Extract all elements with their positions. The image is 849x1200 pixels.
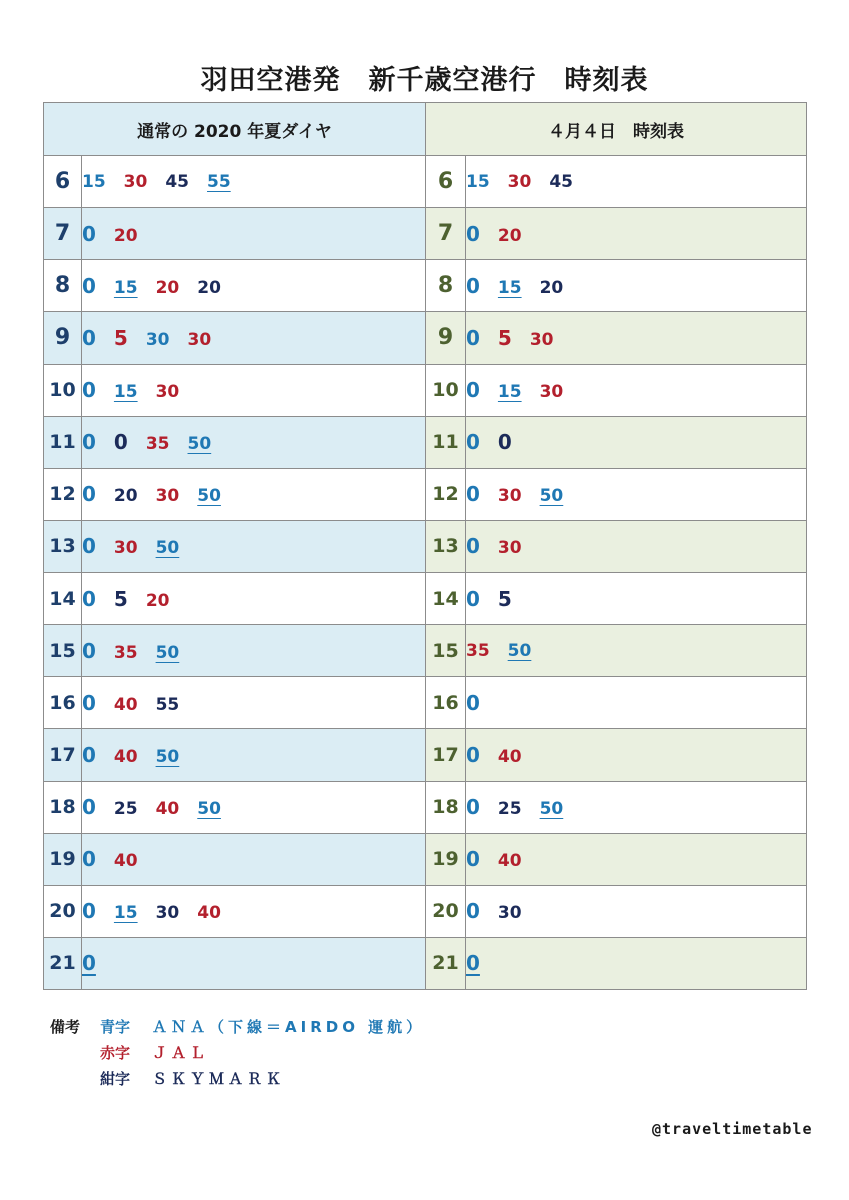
departure-minute: 20 xyxy=(197,277,221,298)
minutes-cell xyxy=(466,885,807,937)
table-row xyxy=(44,416,807,468)
minutes-cell xyxy=(82,156,426,208)
departure-minute: 20 xyxy=(113,486,138,507)
hour-cell: 10 xyxy=(426,364,466,416)
table-row xyxy=(44,260,807,312)
departure-minute: 15 xyxy=(113,277,138,298)
departure-minute: 30 xyxy=(507,171,532,192)
departure-minute: 40 xyxy=(497,746,522,767)
departure-minute: 0 xyxy=(466,586,480,611)
hour-cell: 8 xyxy=(44,260,82,312)
table-row xyxy=(44,312,807,364)
departure-minute: 0 xyxy=(466,534,480,559)
hour-cell: 19 xyxy=(426,833,466,885)
legend-row-jal xyxy=(50,1042,425,1068)
departure-minute: 20 xyxy=(155,277,180,298)
legend xyxy=(50,1016,425,1094)
hour-cell: 6 xyxy=(44,156,82,208)
credit-handle: @traveltimetable xyxy=(652,1120,813,1138)
hour-cell: 6 xyxy=(426,156,466,208)
departure-minute: 0 xyxy=(466,742,480,767)
legend-color-label: 紺字 xyxy=(100,1070,131,1088)
departure-minute: 0 xyxy=(466,795,480,820)
minutes-cell xyxy=(466,312,807,364)
departure-minute: 15 xyxy=(497,382,522,403)
header-row xyxy=(44,103,807,156)
page-title: 羽田空港発 新千歳空港行 時刻表 xyxy=(200,65,649,96)
hour-cell: 7 xyxy=(44,208,82,260)
table-row xyxy=(44,781,807,833)
departure-minute: 30 xyxy=(145,329,170,350)
departure-minute: 0 xyxy=(82,638,96,663)
table-row xyxy=(44,729,807,781)
departure-minute: 50 xyxy=(187,434,212,455)
departure-minute: 25 xyxy=(497,799,522,820)
departure-minute: 50 xyxy=(197,799,221,820)
minutes-cell xyxy=(466,677,807,729)
table-row xyxy=(44,625,807,677)
header-regular-schedule: 通常の 2020 年夏ダイヤ xyxy=(44,103,426,156)
departure-minute: 0 xyxy=(113,430,128,455)
hour-cell: 21 xyxy=(426,937,466,989)
table-row xyxy=(44,364,807,416)
minutes-cell xyxy=(82,677,426,729)
minutes-cell xyxy=(82,833,426,885)
legend-row-ana xyxy=(50,1016,425,1042)
departure-minute: 55 xyxy=(207,171,231,192)
departure-minute: 0 xyxy=(82,899,96,924)
minutes-cell xyxy=(466,156,807,208)
minutes-cell xyxy=(82,937,426,989)
legend-color-label: 赤字 xyxy=(100,1044,131,1062)
minutes-cell xyxy=(466,468,807,520)
minutes-cell xyxy=(82,260,426,312)
departure-minute: 50 xyxy=(155,746,180,767)
departure-minute: 50 xyxy=(155,538,180,559)
minutes-cell xyxy=(82,468,426,520)
departure-minute: 30 xyxy=(155,486,180,507)
legend-color-label: 青字 xyxy=(100,1018,131,1036)
hour-cell: 17 xyxy=(44,729,82,781)
hour-cell: 7 xyxy=(426,208,466,260)
departure-minute: 20 xyxy=(497,225,522,246)
hour-cell: 15 xyxy=(426,625,466,677)
departure-minute: 15 xyxy=(497,277,522,298)
departure-minute: 55 xyxy=(155,694,180,715)
departure-minute: 30 xyxy=(187,329,212,350)
departure-minute: 40 xyxy=(113,694,138,715)
departure-minute: 50 xyxy=(539,486,564,507)
departure-minute: 0 xyxy=(82,430,96,455)
departure-minute: 35 xyxy=(145,434,170,455)
minutes-cell xyxy=(466,416,807,468)
hour-cell: 12 xyxy=(44,468,82,520)
table-row xyxy=(44,937,807,989)
departure-minute: 50 xyxy=(197,486,221,507)
table-row xyxy=(44,677,807,729)
departure-minute: 0 xyxy=(466,482,480,507)
minutes-cell xyxy=(82,208,426,260)
departure-minute: 5 xyxy=(113,325,128,350)
hour-cell: 13 xyxy=(44,520,82,572)
departure-minute: 30 xyxy=(529,329,554,350)
hour-cell: 14 xyxy=(426,573,466,625)
departure-minute: 30 xyxy=(497,486,522,507)
hour-cell: 13 xyxy=(426,520,466,572)
minutes-cell xyxy=(466,625,807,677)
departure-minute: 0 xyxy=(82,273,96,298)
departure-minute: 15 xyxy=(82,171,106,192)
departure-minute: 40 xyxy=(113,746,138,767)
table-row xyxy=(44,520,807,572)
departure-minute: 35 xyxy=(113,642,138,663)
departure-minute: 5 xyxy=(113,586,128,611)
minutes-cell xyxy=(466,260,807,312)
table-row xyxy=(44,468,807,520)
departure-minute: 0 xyxy=(82,221,96,246)
departure-minute: 0 xyxy=(466,899,480,924)
departure-minute: 5 xyxy=(497,325,512,350)
departure-minute: 0 xyxy=(82,795,96,820)
departure-minute: 0 xyxy=(466,325,480,350)
minutes-cell xyxy=(82,573,426,625)
table-row xyxy=(44,156,807,208)
hour-cell: 16 xyxy=(426,677,466,729)
table-row xyxy=(44,885,807,937)
departure-minute: 0 xyxy=(466,221,480,246)
departure-minute: 0 xyxy=(466,273,480,298)
departure-minute: 0 xyxy=(82,325,96,350)
departure-minute: 0 xyxy=(82,742,96,767)
departure-minute: 30 xyxy=(497,538,522,559)
table-row xyxy=(44,208,807,260)
departure-minute: 45 xyxy=(549,171,574,192)
departure-minute: 40 xyxy=(197,903,221,924)
departure-minute: 0 xyxy=(82,951,96,976)
legend-heading: 備考 xyxy=(50,1018,81,1036)
hour-cell: 11 xyxy=(426,416,466,468)
minutes-cell xyxy=(82,520,426,572)
minutes-cell xyxy=(82,729,426,781)
hour-cell: 15 xyxy=(44,625,82,677)
departure-minute: 0 xyxy=(82,847,96,872)
header-april-4-schedule: ４月４日 時刻表 xyxy=(426,103,807,156)
departure-minute: 40 xyxy=(113,851,138,872)
departure-minute: 0 xyxy=(82,378,96,403)
departure-minute: 0 xyxy=(466,430,480,455)
departure-minute: 15 xyxy=(113,382,138,403)
departure-minute: 30 xyxy=(155,903,180,924)
minutes-cell xyxy=(466,208,807,260)
departure-minute: 0 xyxy=(82,690,96,715)
minutes-cell xyxy=(466,781,807,833)
minutes-cell xyxy=(82,364,426,416)
minutes-cell xyxy=(82,625,426,677)
hour-cell: 20 xyxy=(44,885,82,937)
timetable xyxy=(43,102,807,990)
hour-cell: 8 xyxy=(426,260,466,312)
departure-minute: 40 xyxy=(497,851,522,872)
hour-cell: 17 xyxy=(426,729,466,781)
departure-minute: 35 xyxy=(466,640,490,661)
departure-minute: 45 xyxy=(165,171,190,192)
hour-cell: 9 xyxy=(426,312,466,364)
departure-minute: 15 xyxy=(113,903,138,924)
hour-cell: 12 xyxy=(426,468,466,520)
departure-minute: 15 xyxy=(466,171,490,192)
hour-cell: 14 xyxy=(44,573,82,625)
minutes-cell xyxy=(82,781,426,833)
departure-minute: 50 xyxy=(155,642,180,663)
departure-minute: 50 xyxy=(507,640,532,661)
departure-minute: 30 xyxy=(113,538,138,559)
minutes-cell xyxy=(82,885,426,937)
departure-minute: 0 xyxy=(466,690,480,715)
hour-cell: 18 xyxy=(44,781,82,833)
departure-minute: 0 xyxy=(466,378,480,403)
departure-minute: 30 xyxy=(539,382,564,403)
minutes-cell xyxy=(466,833,807,885)
hour-cell: 10 xyxy=(44,364,82,416)
minutes-cell xyxy=(466,520,807,572)
hour-cell: 20 xyxy=(426,885,466,937)
legend-row-skymark xyxy=(50,1068,425,1094)
timetable-body xyxy=(44,156,807,990)
legend-value: ＡＮＡ（下線＝AIRDO 運航） xyxy=(152,1018,426,1036)
departure-minute: 0 xyxy=(497,430,512,455)
departure-minute: 30 xyxy=(123,171,148,192)
minutes-cell xyxy=(466,937,807,989)
departure-minute: 0 xyxy=(466,951,480,976)
minutes-cell xyxy=(82,416,426,468)
departure-minute: 25 xyxy=(113,799,138,820)
minutes-cell xyxy=(466,729,807,781)
minutes-cell xyxy=(466,573,807,625)
departure-minute: 40 xyxy=(155,799,180,820)
hour-cell: 11 xyxy=(44,416,82,468)
hour-cell: 18 xyxy=(426,781,466,833)
table-row xyxy=(44,573,807,625)
hour-cell: 16 xyxy=(44,677,82,729)
departure-minute: 5 xyxy=(497,586,512,611)
departure-minute: 30 xyxy=(155,382,180,403)
departure-minute: 30 xyxy=(497,903,522,924)
hour-cell: 21 xyxy=(44,937,82,989)
departure-minute: 50 xyxy=(539,799,564,820)
departure-minute: 0 xyxy=(82,534,96,559)
minutes-cell xyxy=(82,312,426,364)
departure-minute: 20 xyxy=(113,225,138,246)
legend-value: ＪＡＬ xyxy=(152,1044,210,1062)
minutes-cell xyxy=(466,364,807,416)
departure-minute: 20 xyxy=(145,590,170,611)
table-row xyxy=(44,833,807,885)
departure-minute: 0 xyxy=(466,847,480,872)
departure-minute: 0 xyxy=(82,586,96,611)
departure-minute: 20 xyxy=(539,277,564,298)
hour-cell: 19 xyxy=(44,833,82,885)
hour-cell: 9 xyxy=(44,312,82,364)
legend-value: ＳＫＹＭＡＲＫ xyxy=(152,1070,286,1088)
departure-minute: 0 xyxy=(82,482,96,507)
